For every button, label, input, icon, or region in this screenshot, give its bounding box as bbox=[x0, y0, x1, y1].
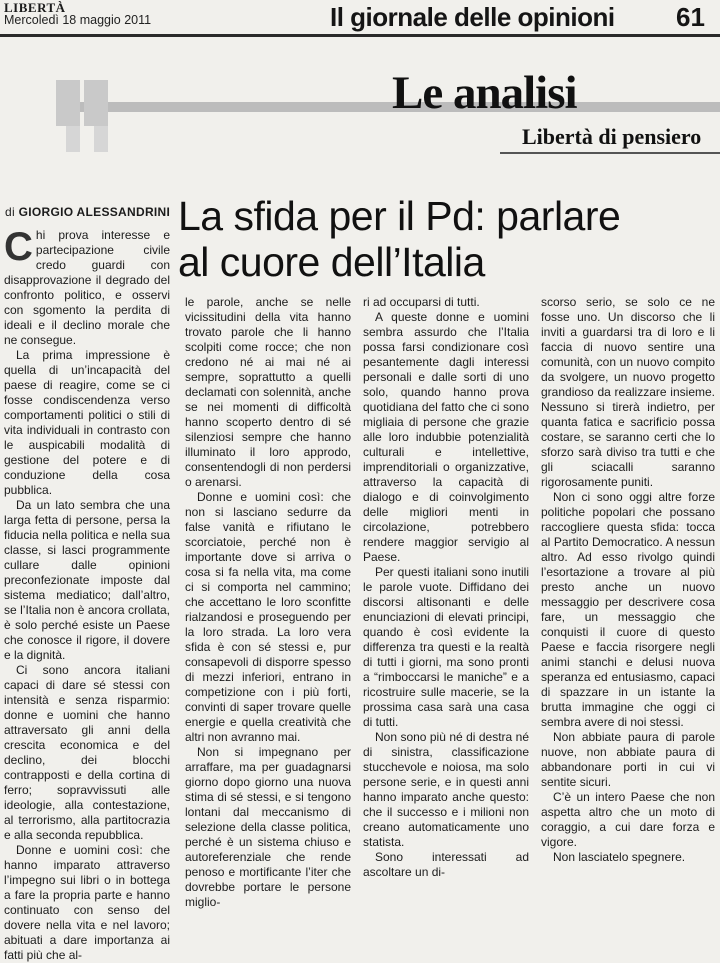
article-column-2 bbox=[185, 295, 351, 909]
article-column-1 bbox=[4, 225, 170, 962]
paragraph: Non ci sono oggi altre forze politiche popolari che possano raccogliere questa sfida: tocca al Partito Democratico. A nessun altro. Ad esso rivolgo quindi l’esortazione a trovare al più presto anche un nuovo messaggio per descrivere cosa fare, un messaggio che conquisti il cuore di questo Paese e faccia risorgere negli animi stanchi e delusi nuova speranza ed entusiasmo, capaci di spazzare in un istante la brutta immagine che oggi ci sembra avere di noi stessi. bbox=[541, 490, 715, 729]
byline bbox=[5, 205, 170, 219]
paragraph: A queste donne e uomini sembra assurdo che l’Italia possa farsi condizionare così pesantemente dagli interessi personali e dalle sorti di uno solo, quando hanno prova quotidiana del fatto che ci sono migliaia di persone che grazie alle loro indubbie potenzialità culturali e intellettive, imprenditoriali o organizzative, attraverso la capacità di dialogo e di coinvolgimento delle migliori menti in circolazione, potrebbero rendere maggior servigio al Paese. bbox=[363, 310, 529, 564]
paragraph: Donne e uomini così: che non si lasciano sedurre da false vanità e rifiutano le scorciatoie, perché non è importante dove si arriva o cosa si fa nella vita, ma come ci si comporta nel cammino; che accettano le loro sconfitte rialzandosi e proseguendo per la loro strada. La loro vera sfida è con sé stessi e, pur consapevoli di disporre spesso di mezzi inferiori, entrano in competizione con i più forti, convinti di saper trovare quelle energie e quella creatività che altri non avranno mai. bbox=[185, 490, 351, 744]
paragraph: ri ad occuparsi di tutti. bbox=[363, 295, 480, 309]
quote-mark-icon bbox=[56, 80, 116, 154]
author-name: GIORGIO ALESSANDRINI bbox=[18, 205, 171, 219]
paragraph: Sono interessati ad ascoltare un di- bbox=[363, 850, 529, 879]
paragraph: Da un lato sembra che una larga fetta di persone, persa la fiducia nella politica e nella sua classe, si lasci programmente cullare dalle opinioni preconfezionate imposte dal sistema mediatico; dall’altro, se l’Italia non è ancora crollata, è solo perché esiste un Paese che conosce il rigore, il dovere e la dignità. bbox=[4, 498, 170, 662]
drop-cap: C bbox=[4, 225, 33, 269]
paragraph: Per questi italiani sono inutili le parole vuote. Diffidano dei discorsi altisonanti e delle enunciazioni di elevati principi, quando è così evidente la differenza tra questi e la realtà di tutti i giorni, ma sono pronti a “rimboccarsi le maniche” e a ricostruire sulle macerie, se la prossima casa sarà una casa di tutti. bbox=[363, 565, 529, 729]
paragraph: Non sono più né di destra né di sinistra, classificazione stucchevole e noiosa, ma solo persone serie, e in questi anni hanno imparato anche questo: che il successo e i milioni non creano automaticamente uno statista. bbox=[363, 730, 529, 849]
headline-line-1: La sfida per il Pd: parlare bbox=[178, 193, 621, 239]
issue-date: Mercoledì 18 maggio 2011 bbox=[4, 13, 152, 27]
headline-line-2: al cuore dell’Italia bbox=[178, 239, 485, 285]
subtitle-rule bbox=[500, 152, 720, 154]
paragraph: Chi prova interesse e partecipazione civile credo guardi con disapprovazione il degrado del confronto politico, e osservi con sgomento la perdita di ideali e il declino morale che ne consegue. bbox=[4, 225, 170, 347]
article-column-3 bbox=[363, 295, 529, 879]
byline-prefix: di bbox=[5, 205, 15, 219]
paragraph: Non abbiate paura di parole nuove, non abbiate paura di abbandonare porti in cui vi sentite sicuri. bbox=[541, 730, 715, 789]
banner-ribbon bbox=[58, 102, 720, 112]
newspaper-name: LIBERTÀ bbox=[4, 0, 66, 15]
paragraph: Donne e uomini così: che hanno imparato attraverso l’impegno sui libri o in bottega a fare la propria parte e hanno continuato con senso del dovere nella vita e nel lavoro; abituati a dare importanza ai fatti più che al- bbox=[4, 843, 170, 962]
banner-title: Le analisi bbox=[392, 67, 577, 119]
article-headline bbox=[178, 193, 718, 285]
header-rule bbox=[0, 34, 720, 37]
paragraph: C’è un intero Paese che non aspetta altro che un moto di coraggio, a cui dare forza e vigore. bbox=[541, 790, 715, 849]
paragraph: scorso serio, se solo ce ne fosse uno. Un discorso che li inviti a guardarsi tra di loro e li faccia di nuovo sentire una comunità, con un nuovo compito da svolgere, un nuovo progetto grandioso da realizzare insieme. Nessuno si tirerà indietro, per quanta fatica e sacrificio possa costare, se saranno certi che lo sforzo sarà diviso tra tutti e che gli sciacalli saranno rigorosamente puniti. bbox=[541, 295, 715, 489]
paragraph: La prima impressione è quella di un’incapacità del paese di reagire, come se ci fosse condiscendenza verso comportamenti politici o stili di vita individuali in contrasto con le auspicabili modalità di gestione del potere e di conduzione della cosa pubblica. bbox=[4, 348, 170, 497]
paragraph: Non si impegnano per arraffare, ma per guadagnarsi giorno dopo giorno una nuova stima di sé stessi, e si tengono lontani dal meccanismo di selezione della classe politica, perché è un sistema chiuso e autoreferenziale che rende penoso e mortificante l’iter che dovrebbe portare le persone miglio- bbox=[185, 745, 351, 909]
banner-subtitle: Libertà di pensiero bbox=[522, 124, 702, 149]
article-column-4 bbox=[541, 295, 715, 864]
paragraph: le parole, anche se nelle vicissitudini della vita hanno trovato parole che li hanno scolpiti come rocce; che non credono né ai mai né ai sempre, soprattutto a quelli declamati con solennità, anche se nei momenti di difficoltà hanno scoperto dentro di sé silenziosi sempre che hanno illuminato il loro approdo, consentendogli di non perdersi o arenarsi. bbox=[185, 295, 351, 489]
paragraph: Ci sono ancora italiani capaci di dare sé stessi con intensità e senza risparmio: donne e uomini che hanno attraversato gli anni della crescita economica e del declino, dei blocchi contrapposti e della cortina di ferro; sopravvissuti alle ideologie, alla contestazione, al terrorismo, alla partitocrazia e alla seconda repubblica. bbox=[4, 663, 170, 842]
page-number: 61 bbox=[676, 2, 705, 32]
section-title: Il giornale delle opinioni bbox=[330, 2, 615, 32]
paragraph: Non lasciatelo spegnere. bbox=[553, 850, 686, 864]
